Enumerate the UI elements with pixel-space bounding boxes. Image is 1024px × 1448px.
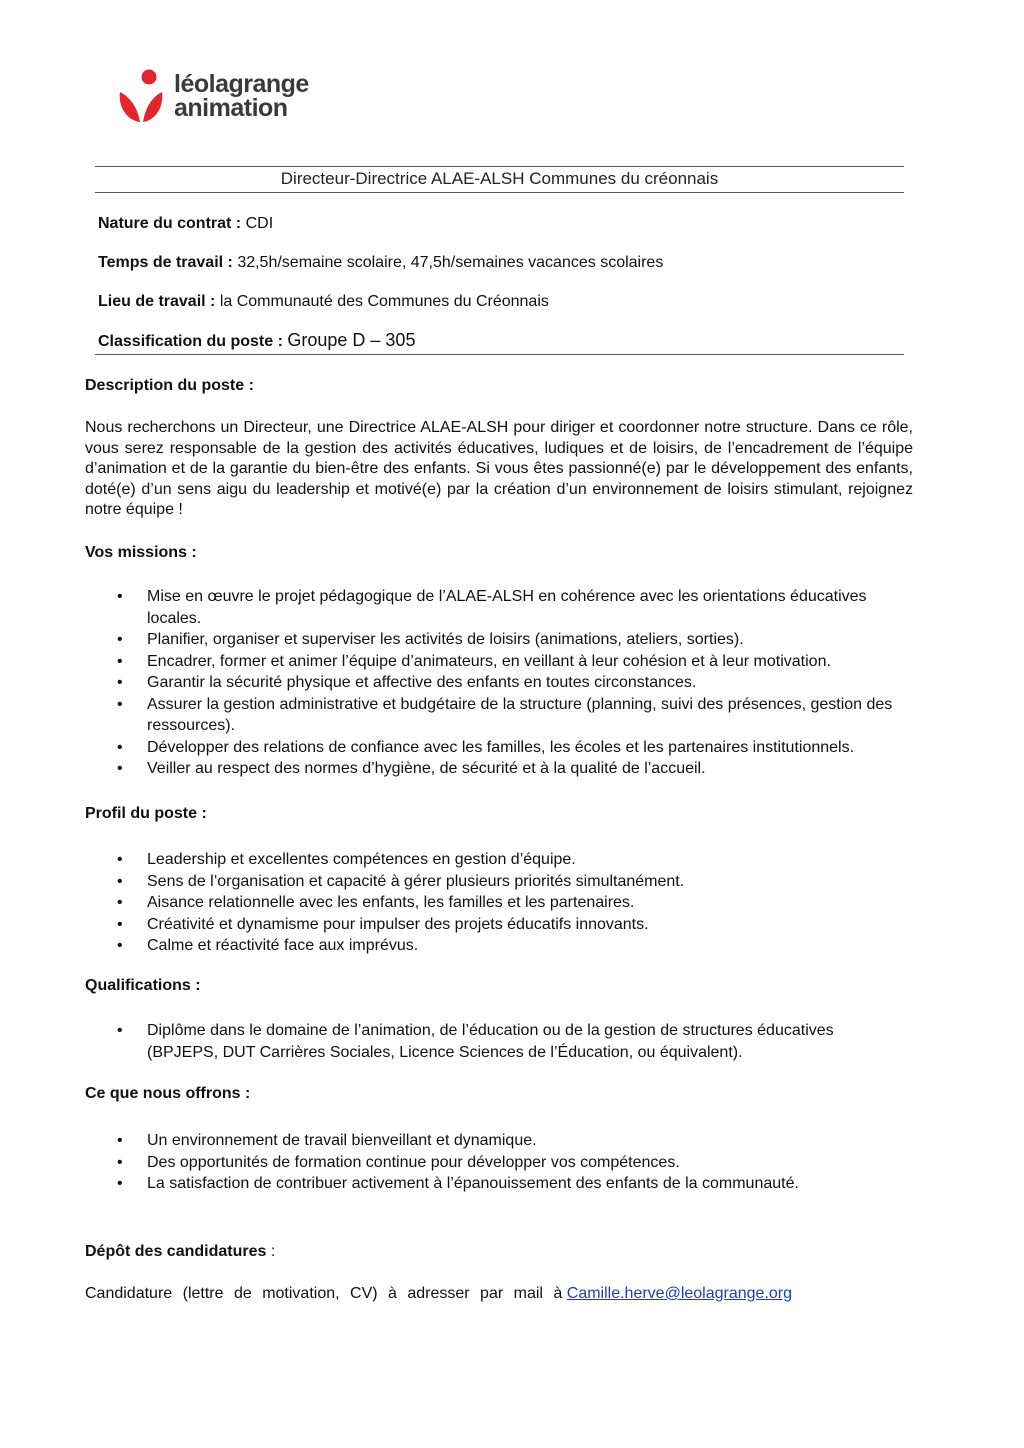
depot-heading — [85, 1243, 275, 1261]
mission-item: • Mise en œuvre le projet pédagogique de l’ALAE-ALSH en cohérence avec les orientations éducatives locales. — [85, 586, 905, 629]
fields-bottom-divider — [95, 354, 904, 355]
offres-list — [85, 1130, 905, 1195]
offres-heading: Ce que nous offrons : — [85, 1085, 251, 1102]
logo-wordmark-line2: animation — [174, 94, 288, 122]
field-lieu-value: la Communauté des Communes du Créonnais — [219, 293, 549, 310]
email-link[interactable]: Camille.herve@leolagrange.org — [566, 1285, 793, 1302]
field-temps-value: 32,5h/semaine scolaire, 47,5h/semaines vacances scolaires — [237, 254, 664, 271]
missions-heading: Vos missions : — [85, 544, 197, 561]
field-classification-value: Groupe D – 305 — [287, 330, 416, 350]
offre-item: • Un environnement de travail bienveillant et dynamique. — [85, 1130, 905, 1152]
missions-list — [85, 586, 905, 780]
depot-text: Candidature (lettre de motivation, CV) à adresser par mail à — [85, 1285, 563, 1302]
field-lieu — [98, 293, 549, 311]
title-bottom-divider — [95, 192, 904, 193]
mission-item: • Assurer la gestion administrative et budgétaire de la structure (planning, suivi des présences, gestion des ressources). — [85, 694, 905, 737]
field-classification-label: Classification du poste : — [98, 333, 283, 350]
profil-list — [85, 849, 905, 957]
description-heading: Description du poste : — [85, 377, 254, 394]
description-text: Nous recherchons un Directeur, une Directrice ALAE-ALSH pour diriger et coordonner notre structure. Dans ce rôle, vous serez responsable de la gestion des activités éducatives, ludiques et de loisirs, de l’encadrement de l’équipe d’animation et de la garantie du bien-être des enfants. Si vous êtes passionné(e) par le développement des enfants, doté(e) d’un sens aigu du leadership et motivé(e) par la création d’un environnement de loisirs stimulant, rejoignez notre équipe ! — [85, 419, 913, 518]
depot-instructions — [85, 1285, 792, 1303]
mission-item: • Encadrer, former et animer l’équipe d’animateurs, en veillant à leur cohésion et à leur motivation. — [85, 651, 905, 673]
logo-wordmark-line1: léolagrange — [174, 70, 309, 98]
profil-item: • Sens de l’organisation et capacité à gérer plusieurs priorités simultanément. — [85, 871, 905, 893]
offre-item: • Des opportunités de formation continue pour développer vos compétences. — [85, 1152, 905, 1174]
profil-heading: Profil du poste : — [85, 805, 207, 822]
job-title: Directeur-Directrice ALAE-ALSH Communes du créonnais — [280, 169, 719, 188]
leo-lagrange-logo-icon — [116, 68, 166, 124]
field-contrat-value: CDI — [245, 215, 274, 232]
profil-item: • Aisance relationnelle avec les enfants, les familles et les partenaires. — [85, 892, 905, 914]
mission-item: • Développer des relations de confiance avec les familles, les écoles et les partenaires institutionnels. — [85, 737, 905, 759]
field-temps — [98, 254, 663, 272]
offre-item: • La satisfaction de contribuer activement à l’épanouissement des enfants de la communauté. — [85, 1173, 905, 1195]
qualifications-heading: Qualifications : — [85, 977, 201, 994]
profil-item: • Créativité et dynamisme pour impulser des projets éducatifs innovants. — [85, 914, 905, 936]
qualification-item: • Diplôme dans le domaine de l’animation, de l’éducation ou de la gestion de structures éducatives (BPJEPS, DUT Carrières Sociales, Licence Sciences de l’Éducation, ou équivalent). — [85, 1020, 905, 1063]
logo — [116, 68, 356, 128]
depot-heading-suffix: : — [266, 1243, 276, 1260]
field-temps-label: Temps de travail : — [98, 254, 233, 271]
field-contrat — [98, 215, 273, 233]
profil-item: • Leadership et excellentes compétences en gestion d’équipe. — [85, 849, 905, 871]
title-top-divider — [95, 166, 904, 167]
depot-heading-label: Dépôt des candidatures — [85, 1243, 267, 1260]
profil-item: • Calme et réactivité face aux imprévus. — [85, 935, 905, 957]
field-classification — [98, 330, 415, 351]
qualifications-list — [85, 1020, 905, 1063]
mission-item: • Planifier, organiser et superviser les activités de loisirs (animations, ateliers, sorties). — [85, 629, 905, 651]
mission-item: • Veiller au respect des normes d’hygiène, de sécurité et à la qualité de l’accueil. — [85, 758, 905, 780]
mission-item: • Garantir la sécurité physique et affective des enfants en toutes circonstances. — [85, 672, 905, 694]
field-contrat-label: Nature du contrat : — [98, 215, 242, 232]
field-lieu-label: Lieu de travail : — [98, 293, 216, 310]
